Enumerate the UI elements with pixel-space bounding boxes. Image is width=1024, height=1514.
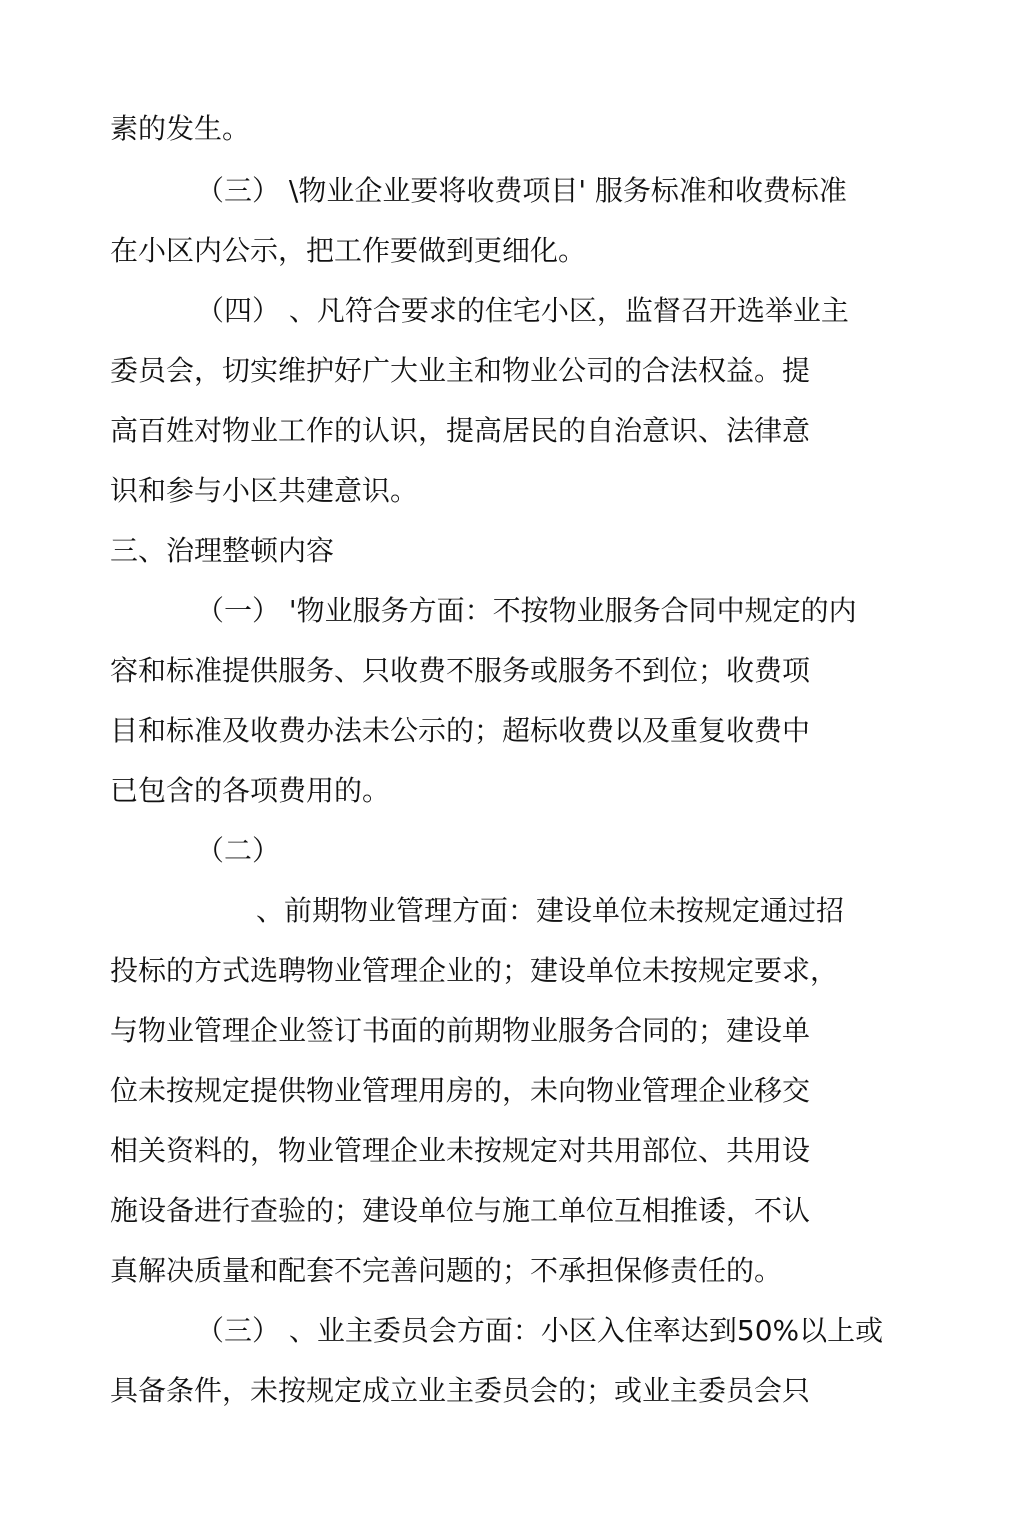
text-line-10: 容和标准提供服务、只收费不服务或服务不到位；收费项 bbox=[110, 654, 811, 687]
text-line-9: （一） '物业服务方面：不按物业服务合同中规定的内 bbox=[196, 594, 857, 627]
text-line-1: 素的发生。 bbox=[110, 112, 251, 145]
text-line-22: 具备条件，未按规定成立业主委员会的；或业主委员会只 bbox=[110, 1374, 811, 1407]
text-line-12: 已包含的各项费用的。 bbox=[110, 774, 391, 807]
text-line-14: 、前期物业管理方面：建设单位未按规定通过招 bbox=[256, 894, 845, 927]
section-heading: 三、治理整顿内容 bbox=[110, 534, 335, 567]
text-line-4: （四） 、凡符合要求的住宅小区，监督召开选举业主 bbox=[196, 294, 849, 327]
text-line-5: 委员会，切实维护好广大业主和物业公司的合法权益。提 bbox=[110, 354, 811, 387]
text-line-6: 高百姓对物业工作的认识，提高居民的自治意识、法律意 bbox=[110, 414, 811, 447]
text-line-7: 识和参与小区共建意识。 bbox=[110, 474, 419, 507]
text-line-16: 与物业管理企业签订书面的前期物业服务合同的；建设单 bbox=[110, 1014, 811, 1047]
text-line-11: 目和标准及收费办法未公示的；超标收费以及重复收费中 bbox=[110, 714, 811, 747]
text-line-2: （三） \物业企业要将收费项目' 服务标准和收费标准 bbox=[196, 174, 847, 207]
text-line-19: 施设备进行查验的；建设单位与施工单位互相推诿，不认 bbox=[110, 1194, 811, 1227]
text-line-21: （三） 、业主委员会方面：小区入住率达到50%以上或 bbox=[196, 1314, 884, 1347]
text-line-13: （二） bbox=[196, 834, 281, 867]
text-line-20: 真解决质量和配套不完善问题的；不承担保修责任的。 bbox=[110, 1254, 783, 1287]
text-line-3: 在小区内公示，把工作要做到更细化。 bbox=[110, 234, 587, 267]
text-line-18: 相关资料的，物业管理企业未按规定对共用部位、共用设 bbox=[110, 1134, 811, 1167]
text-line-15: 投标的方式选聘物业管理企业的；建设单位未按规定要求， bbox=[110, 954, 839, 987]
text-line-17: 位未按规定提供物业管理用房的，未向物业管理企业移交 bbox=[110, 1074, 811, 1107]
